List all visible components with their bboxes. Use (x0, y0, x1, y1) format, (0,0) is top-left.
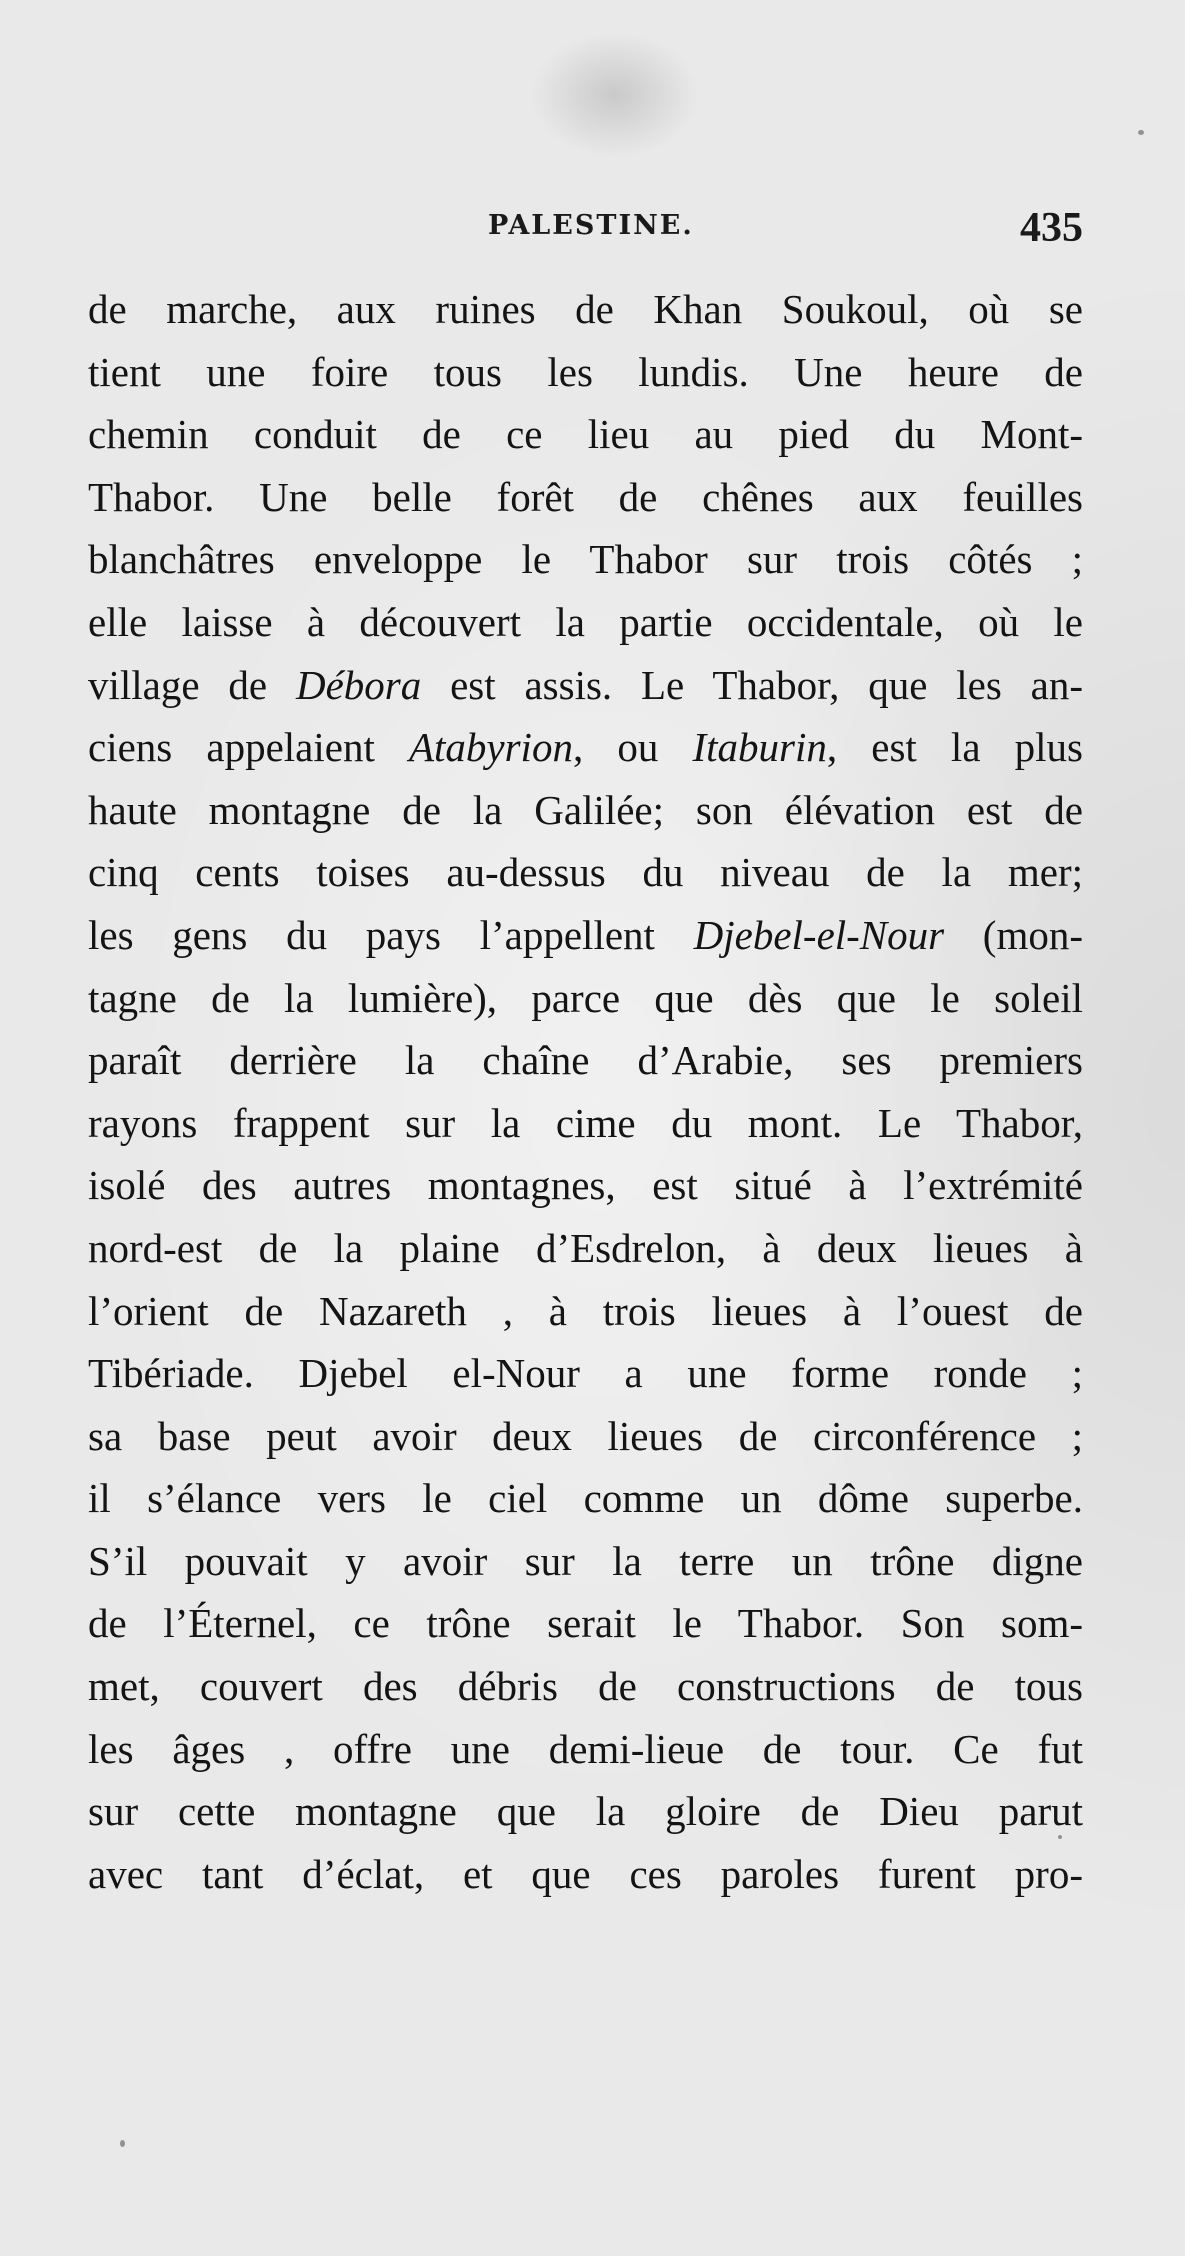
text-segment: avec tant d’éclat, et que ces paroles furent pro- (88, 1850, 1083, 1897)
text-line (88, 403, 1083, 466)
text-line (88, 779, 1083, 842)
text-line (88, 841, 1083, 904)
text-segment: (mon- (944, 911, 1083, 958)
text-segment: isolé des autres montagnes, est situé à l’extrémité (88, 1162, 1083, 1209)
text-segment: est assis. Le Thabor, que les an- (421, 661, 1083, 708)
text-line (88, 654, 1083, 717)
text-segment: village de (88, 661, 296, 708)
text-line (88, 904, 1083, 967)
text-segment: chemin conduit de ce lieu au pied du Mont- (88, 411, 1083, 458)
text-segment: il s’élance vers le ciel comme un dôme superbe. (88, 1475, 1083, 1522)
text-line (88, 1342, 1083, 1405)
text-line (88, 1092, 1083, 1155)
text-segment: paraît derrière la chaîne d’Arabie, ses premiers (88, 1037, 1083, 1084)
text-segment: S’il pouvait y avoir sur la terre un trône digne (88, 1537, 1083, 1584)
text-line (88, 1217, 1083, 1280)
text-segment: tagne de la lumière), parce que dès que le soleil (88, 974, 1083, 1021)
paper-speck (1058, 1835, 1062, 1839)
text-line (88, 1780, 1083, 1843)
body-text (88, 278, 1083, 1905)
text-line (88, 1405, 1083, 1468)
text-segment: tient une foire tous les lundis. Une heure de (88, 348, 1083, 395)
text-line (88, 591, 1083, 654)
italic-term: Itaburin (692, 724, 827, 771)
text-line (88, 1467, 1083, 1530)
text-line (88, 1530, 1083, 1593)
section-title: PALESTINE. (488, 210, 694, 241)
text-line (88, 1280, 1083, 1343)
italic-term: Atabyrion (408, 724, 573, 771)
text-line (88, 1029, 1083, 1092)
text-line (88, 967, 1083, 1030)
text-line (88, 466, 1083, 529)
text-segment: haute montagne de la Galilée; son élévation est de (88, 786, 1083, 833)
text-line (88, 1655, 1083, 1718)
text-line (88, 1592, 1083, 1655)
text-line (88, 528, 1083, 591)
text-segment: Tibériade. Djebel el-Nour a une forme ronde ; (88, 1350, 1083, 1397)
text-segment: les gens du pays l’appellent (88, 911, 694, 958)
text-line (88, 1843, 1083, 1906)
text-line (88, 716, 1083, 779)
text-segment: cinq cents toises au-dessus du niveau de la mer; (88, 849, 1083, 896)
text-line (88, 341, 1083, 404)
text-segment: sur cette montagne que la gloire de Dieu parut (88, 1788, 1083, 1835)
paper-speck (1138, 130, 1144, 135)
paper-speck (120, 2140, 125, 2147)
text-segment: , ou (572, 724, 693, 771)
text-segment: l’orient de Nazareth , à trois lieues à l’ouest de (88, 1287, 1083, 1334)
italic-term: Djebel-el-Nour (693, 911, 945, 958)
text-segment: elle laisse à découvert la partie occidentale, où le (88, 598, 1083, 645)
text-segment: de l’Éternel, ce trône serait le Thabor. Son som- (88, 1600, 1083, 1647)
text-segment: sa base peut avoir deux lieues de circonférence ; (88, 1412, 1083, 1459)
text-line (88, 278, 1083, 341)
text-segment: , est la plus (826, 724, 1083, 771)
text-segment: rayons frappent sur la cime du mont. Le Thabor, (88, 1099, 1083, 1146)
text-segment: met, couvert des débris de constructions de tous (88, 1663, 1083, 1710)
text-segment: ciens appelaient (88, 724, 409, 771)
text-line (88, 1718, 1083, 1781)
text-segment: Thabor. Une belle forêt de chênes aux feuilles (88, 473, 1083, 520)
text-line (88, 1154, 1083, 1217)
text-segment: de marche, aux ruines de Khan Soukoul, où se (88, 286, 1083, 332)
text-segment: les âges , offre une demi-lieue de tour. Ce fut (88, 1725, 1083, 1772)
running-head (88, 205, 1083, 260)
italic-term: Débora (295, 661, 422, 708)
page-number: 435 (1020, 205, 1083, 251)
text-segment: blanchâtres enveloppe le Thabor sur trois côtés ; (88, 536, 1083, 583)
text-segment: nord-est de la plaine d’Esdrelon, à deux lieues à (88, 1224, 1083, 1271)
